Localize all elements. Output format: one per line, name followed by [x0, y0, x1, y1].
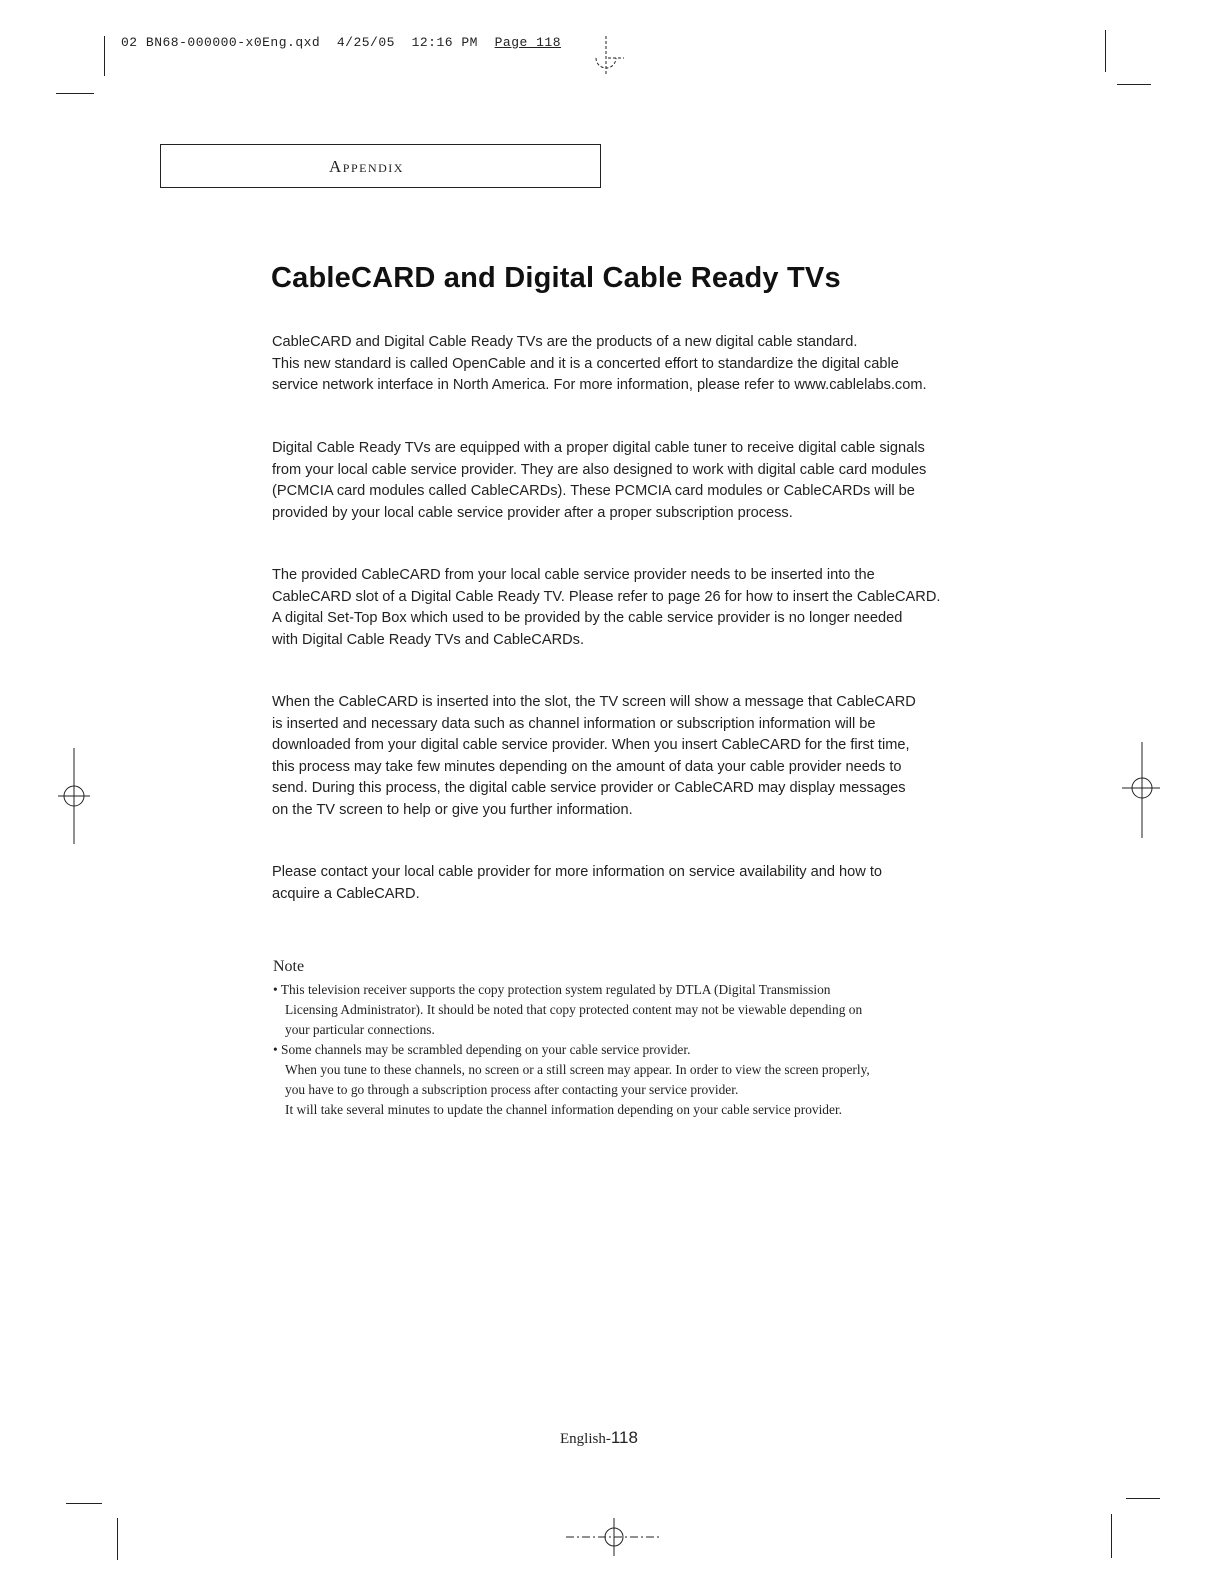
- crop-mark-top-left-horizontal: [56, 93, 94, 94]
- page-footer: [560, 1428, 638, 1448]
- note-heading: Note: [273, 958, 305, 975]
- slug-time: 12:16 PM: [411, 35, 478, 50]
- slug-file: 02 BN68-000000-x0Eng.qxd: [121, 35, 321, 50]
- section-header-box: [160, 144, 601, 188]
- page-title: CableCARD and Digital Cable Ready TVs: [271, 262, 841, 294]
- footer-page-number: 118: [610, 1428, 638, 1447]
- crop-mark-bottom-right-vertical: [1111, 1514, 1112, 1558]
- note-line: • This television receiver supports the copy protection system regulated by DTLA (Digital Transmission: [273, 982, 831, 997]
- paragraph-line: from your local cable service provider. They are also designed to work with digital cable card modules: [272, 461, 927, 478]
- paragraph-line: This new standard is called OpenCable and it is a concerted effort to standardize the digital cable: [272, 355, 899, 372]
- note-line: you have to go through a subscription process after contacting your service provider.: [285, 1082, 739, 1097]
- paragraph-1: [272, 332, 1012, 397]
- paragraph-2: [272, 438, 1012, 524]
- paragraph-line: provided by your local cable service provider after a proper subscription process.: [272, 504, 793, 521]
- crop-mark-bottom-left-vertical: [117, 1518, 118, 1560]
- paragraph-line: on the TV screen to help or give you further information.: [272, 801, 633, 818]
- paragraph-line: service network interface in North America. For more information, please refer to www.cablelabs.com.: [272, 377, 927, 393]
- paragraph-line: this process may take few minutes depending on the amount of data your cable provider needs to: [272, 758, 902, 775]
- paragraph-line: acquire a CableCARD.: [272, 885, 420, 902]
- paragraph-line: send. During this process, the digital cable service provider or CableCARD may display messages: [272, 780, 906, 796]
- paragraph-line: CableCARD slot of a Digital Cable Ready TV. Please refer to page 26 for how to insert the CableCARD.: [272, 588, 941, 605]
- note-line: It will take several minutes to update the channel information depending on your cable service provider.: [285, 1102, 843, 1117]
- slug-page: Page 118: [494, 35, 562, 50]
- paragraph-5: [272, 862, 1012, 905]
- paragraph-line: Digital Cable Ready TVs are equipped with a proper digital cable tuner to receive digital cable signals: [272, 440, 925, 456]
- paragraph-3: [272, 565, 1012, 651]
- registration-mark-right-icon: [1122, 742, 1162, 838]
- paragraph-line: A digital Set-Top Box which used to be provided by the cable service provider is no longer needed: [272, 610, 903, 626]
- registration-mark-left-icon: [56, 748, 92, 844]
- paragraph-line: Please contact your local cable provider for more information on service availability and how to: [272, 864, 883, 880]
- paragraph-line: The provided CableCARD from your local cable service provider needs to be inserted into the: [272, 567, 875, 583]
- crop-mark-bottom-right-horizontal: [1126, 1498, 1160, 1499]
- section-label: Appendix: [329, 157, 404, 176]
- note-line: your particular connections.: [285, 1022, 435, 1037]
- note-list: [273, 980, 870, 1120]
- crop-mark-top-right-horizontal: [1117, 84, 1151, 85]
- paragraph-line: When the CableCARD is inserted into the slot, the TV screen will show a message that CableCARD: [272, 694, 916, 710]
- paragraph-line: CableCARD and Digital Cable Ready TVs are the products of a new digital cable standard.: [272, 334, 858, 350]
- crop-mark-top-right-vertical: [1105, 30, 1106, 72]
- print-slug: [121, 35, 561, 50]
- paragraph-4: [272, 692, 1012, 821]
- paragraph-line: is inserted and necessary data such as channel information or subscription information will be: [272, 715, 876, 732]
- registration-mark-top-icon: [588, 36, 624, 76]
- note-line: When you tune to these channels, no screen or a still screen may appear. In order to view the screen properly,: [285, 1062, 870, 1077]
- registration-mark-bottom-icon: [566, 1516, 662, 1558]
- footer-language: English-: [560, 1431, 611, 1447]
- paragraph-line: downloaded from your digital cable service provider. When you insert CableCARD for the first time,: [272, 737, 910, 753]
- crop-mark-bottom-left-horizontal: [66, 1503, 102, 1504]
- crop-mark-top-left-vertical: [104, 36, 105, 76]
- note-line: Licensing Administrator). It should be noted that copy protected content may not be viewable depending on: [285, 1002, 863, 1017]
- slug-date: 4/25/05: [336, 35, 395, 50]
- paragraph-line: with Digital Cable Ready TVs and CableCARDs.: [272, 631, 585, 648]
- paragraph-line: (PCMCIA card modules called CableCARDs). These PCMCIA card modules or CableCARDs will be: [272, 483, 915, 499]
- note-line: • Some channels may be scrambled depending on your cable service provider.: [273, 1042, 691, 1057]
